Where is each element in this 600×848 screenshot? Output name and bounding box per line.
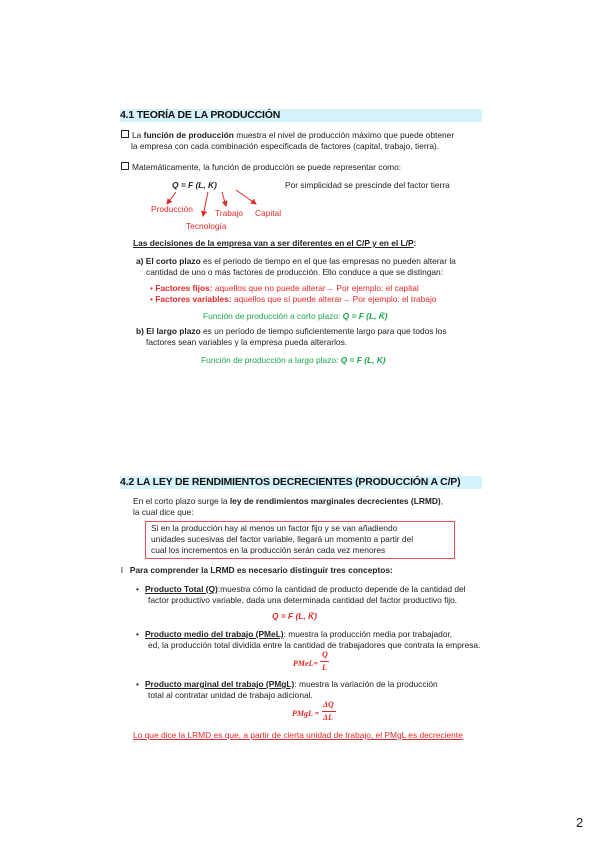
corto-plazo-line2: cantidad de uno o más factores de producción. Ello conduce a que se distingan:	[146, 267, 444, 277]
corto-plazo-function: Función de producción a corto plazo: Q = F (L, K̄)	[203, 311, 388, 321]
bullet-dot: •	[136, 629, 139, 639]
page-number: 2	[576, 815, 584, 830]
paragraph-funcion-produccion: La función de producción muestra el nivel de producción máximo que puede obtener	[121, 130, 454, 141]
tres-conceptos-heading: l Para comprender la LRMD es necesario distinguir tres conceptos:	[121, 565, 393, 575]
producto-total-line2: factor productivo variable, dada una determinada cantidad del factor productivo fijo.	[148, 595, 458, 605]
bullet-dot: •	[136, 679, 139, 689]
producto-marginal-item: • Producto marginal del trabajo (PMgL): muestra la variación de la producción	[136, 679, 438, 689]
label-produccion: Producción	[151, 204, 193, 214]
section-title-text: 4.2 LA LEY DE RENDIMIENTOS DECRECIENTES (PRODUCCIÓN A C/P)	[120, 476, 461, 488]
right-arrow-icon: →	[325, 283, 335, 293]
producto-medio-line2: ed, la producción total dividida entre la cantidad de trabajadores que contrata la empresa.	[148, 640, 481, 650]
label-capital: Capital	[255, 208, 282, 218]
label-tecnologia: Tecnología	[186, 221, 227, 231]
box-line-1: Si en la producción hay al menos un factor fijo y se van añadiendo	[151, 523, 398, 533]
paragraph-matematicamente: Matemáticamente, la función de producción se puede representar como:	[121, 162, 401, 173]
section-title-text: 4.1 TEORÍA DE LA PRODUCCIÓN	[120, 109, 281, 121]
label-trabajo: Trabajo	[215, 208, 244, 218]
formula-arrows	[0, 0, 600, 260]
producto-total-item: • Producto Total (Q):muestra cómo la cantidad de producto depende de la cantidad del	[136, 584, 466, 594]
largo-plazo-function: Función de producción a largo plazo: Q = F (L, K)	[201, 355, 386, 365]
decisiones-heading: Las decisiones de la empresa van a ser diferentes en el C/P y en el L/P:	[133, 238, 417, 248]
producto-marginal-line2: total al contratar unidad de trabajo adicional.	[148, 690, 313, 700]
arrow-to-trabajo	[222, 192, 226, 206]
bullet-dot: •	[150, 294, 156, 304]
lrmd-intro-line2: la cual dice que:	[133, 507, 194, 517]
paragraph-funcion-produccion-line2: la empresa con cada combinación especificada de factores (capital, trabajo, tierra).	[131, 141, 440, 151]
arrow-to-tecnologia	[203, 192, 208, 216]
factores-fijos-item: • Factores fijos: aquellos que no puede alterar→ Por ejemplo: el capital	[150, 283, 419, 293]
factores-variables-item: • Factores variables: aquellos que sí puede alterar→ Por ejemplo: el trabajo	[150, 294, 437, 304]
bullet-dot: •	[136, 584, 139, 594]
right-arrow-icon: →	[341, 294, 351, 304]
largo-plazo-line2: factores sean variables y la empresa pueda alterarlos.	[146, 337, 348, 347]
arrow-to-capital	[236, 190, 256, 204]
largo-plazo-paragraph: b) El largo plazo es un período de tiempo suficientemente largo para que todos los	[136, 326, 447, 336]
production-formula: Q = F (L, K)	[172, 180, 217, 190]
box-line-2: unidades sucesivas del factor variable, llegará un momento a partir del	[151, 534, 414, 544]
bullet-l: l	[121, 565, 123, 575]
box-line-3: cual los incrementos en la producción serán cada vez menores	[151, 545, 386, 555]
fraction-bar	[322, 711, 336, 712]
lrmd-intro: En el corto plazo surge la ley de rendimientos marginales decrecientes (LRMD),	[133, 496, 444, 506]
fraction-bar	[320, 661, 329, 662]
producto-total-formula: Q = F (L, K̄)	[272, 611, 317, 621]
arrow-to-produccion	[167, 192, 176, 204]
bullet-dot: •	[150, 283, 156, 293]
corto-plazo-paragraph: a) El corto plazo es el periodo de tiempo en el que las empresas no pueden alterar la	[136, 256, 456, 266]
lrmd-definition-box	[145, 521, 455, 559]
section-4-2-title	[120, 476, 482, 489]
simplicity-note: Por simplicidad se prescinde del factor tierra	[285, 180, 450, 190]
lrmd-conclusion: Lo que dice la LRMD es que, a partir de cierta unidad de trabajo, el PMgL es decreciente	[133, 730, 463, 740]
producto-medio-item: • Producto medio del trabajo (PMeL): muestra la producción media por trabajador,	[136, 629, 453, 639]
